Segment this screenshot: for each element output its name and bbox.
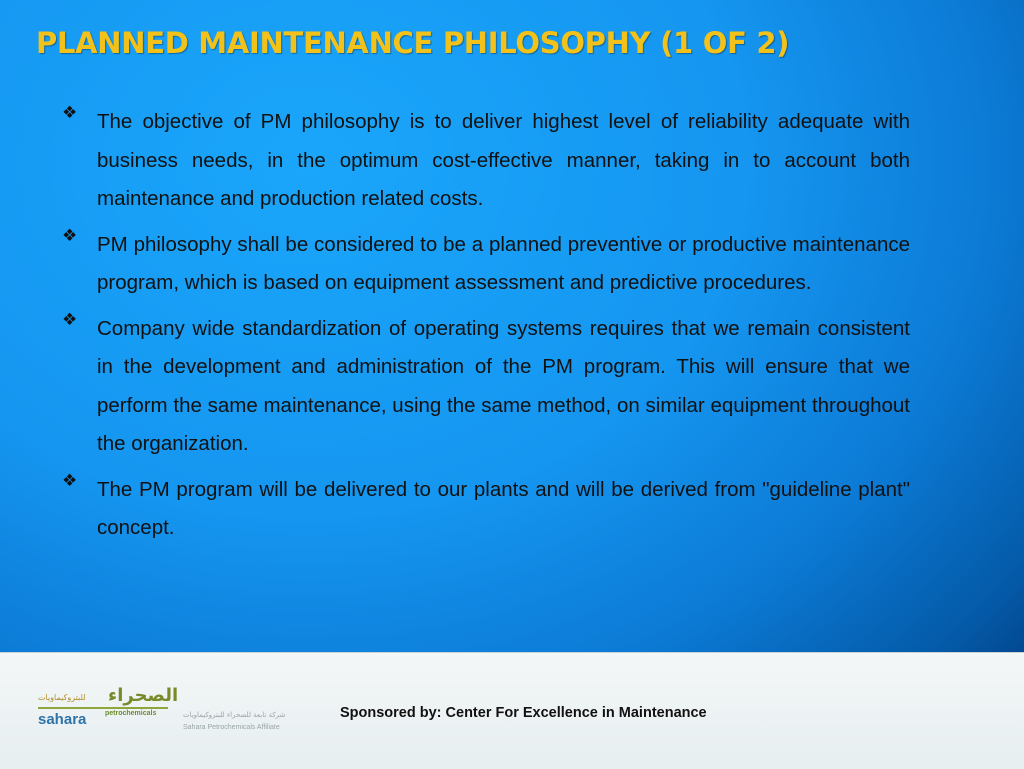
diamond-bullet-icon: ❖ (62, 309, 78, 330)
affiliate-arabic: شركة تابعة للصحراء للبتروكيماويات (183, 711, 286, 719)
bullet-text: The objective of PM philosophy is to deliver highest level of reliability adequate with business needs, in the optimum cost-effective manner, taking in to account both maintenance and production related costs. (97, 110, 910, 210)
sponsor-text: Sponsored by: Center For Excellence in Maintenance (340, 705, 707, 721)
bullet-text: The PM program will be delivered to our plants and will be derived from "guideline plant" concept. (97, 477, 910, 539)
bullet-item (62, 471, 910, 548)
bullet-list (62, 103, 910, 555)
sahara-logo (38, 685, 178, 735)
diamond-bullet-icon: ❖ (62, 103, 78, 123)
diamond-bullet-icon: ❖ (62, 225, 78, 246)
slide-footer (0, 652, 1024, 769)
bullet-item (62, 103, 910, 219)
logo-english-name: sahara (38, 711, 87, 728)
diamond-bullet-icon: ❖ (62, 470, 78, 491)
bullet-item (62, 226, 910, 303)
affiliate-label (183, 711, 323, 735)
slide-title: PLANNED MAINTENANCE PHILOSOPHY (1 OF 2) (36, 26, 790, 60)
logo-arabic-name: الصحراء (108, 685, 179, 706)
bullet-item (62, 310, 910, 464)
bullet-text: Company wide standardization of operating systems requires that we remain consistent in the development and administration of the PM program. This will ensure that we perform the same maintenance, using the same method, on similar equipment throughout the organization. (97, 316, 910, 455)
affiliate-english: Sahara Petrochemicals Affiliate (183, 724, 280, 731)
bullet-text: PM philosophy shall be considered to be a planned preventive or productive maintenance program, which is based on equipment assessment and predictive procedures. (97, 232, 910, 294)
logo-english-subtitle: petrochemicals (105, 710, 157, 717)
logo-arabic-subtitle: للبتروكيماويات (38, 693, 86, 702)
logo-divider (38, 707, 168, 709)
